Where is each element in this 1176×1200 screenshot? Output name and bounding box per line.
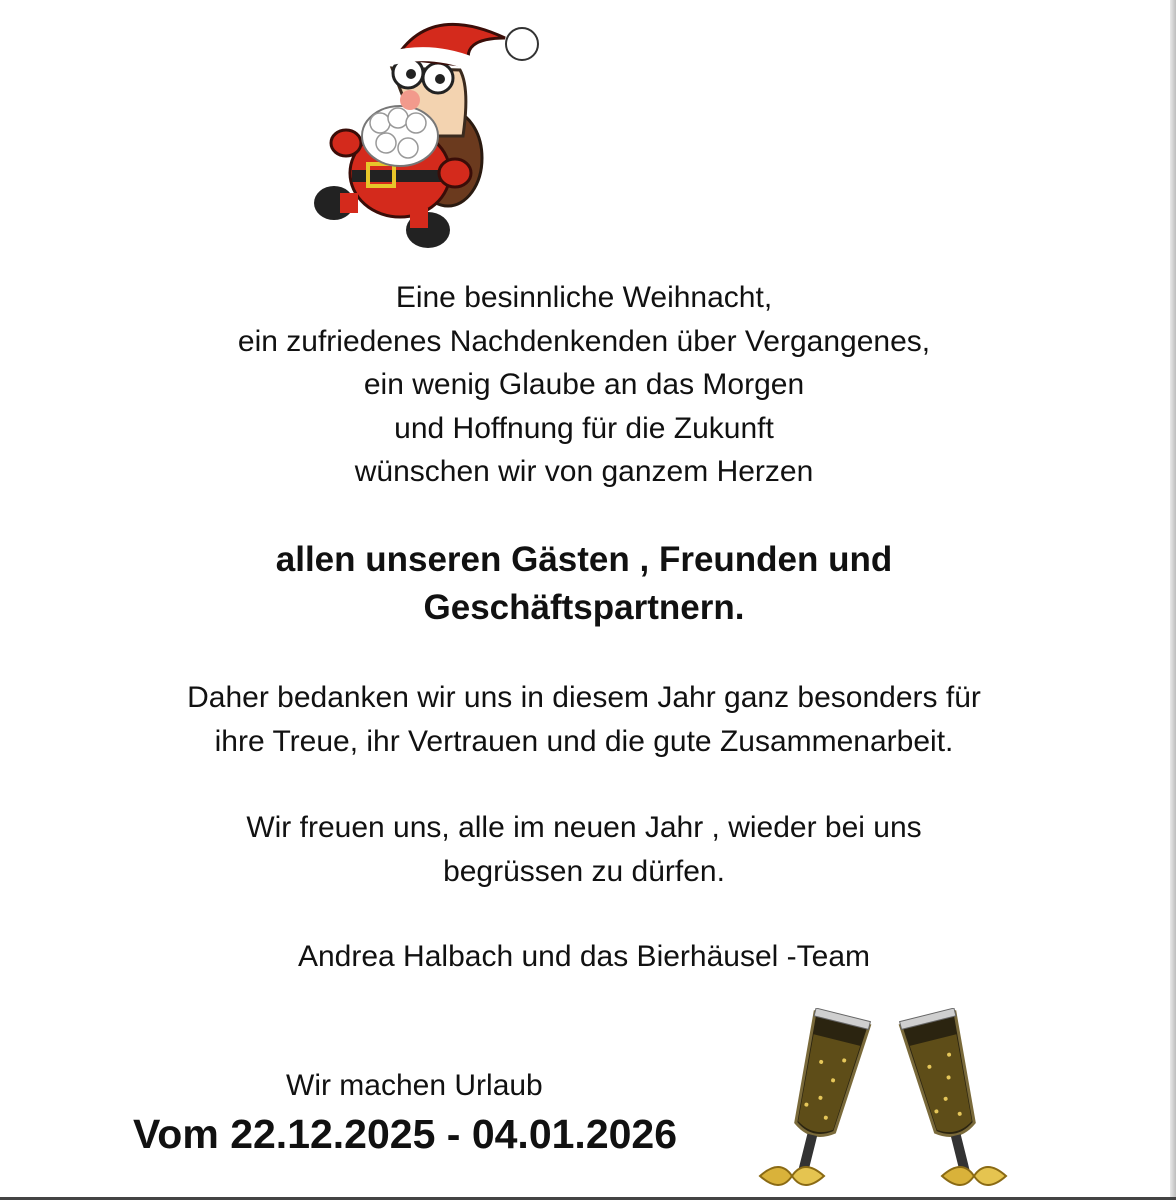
vacation-label: Wir machen Urlaub: [286, 1069, 543, 1102]
recipients-line: Geschäftspartnern.: [423, 588, 745, 627]
new-year-line: Wir freuen uns, alle im neuen Jahr , wieder bei uns: [246, 811, 922, 844]
thanks-paragraph: [0, 676, 1168, 764]
intro-paragraph: [0, 276, 1168, 494]
new-year-line: begrüssen zu dürfen.: [443, 855, 725, 888]
intro-line: Eine besinnliche Weihnacht,: [395, 281, 773, 314]
intro-line: ein zufriedenes Nachdenkenden über Vergangenes,: [237, 324, 931, 358]
recipients-heading: [0, 536, 1168, 632]
vacation-dates: Vom 22.12.2025 - 04.01.2026: [133, 1111, 678, 1157]
thanks-line: Daher bedanken wir uns in diesem Jahr ganz besonders für: [187, 681, 981, 714]
santa-claus-illustration: [300, 8, 550, 258]
intro-line: ein wenig Glaube an das Morgen: [363, 368, 805, 401]
new-year-paragraph: [0, 806, 1168, 894]
intro-line: und Hoffnung für die Zukunft: [394, 411, 774, 445]
intro-line: wünschen wir von ganzem Herzen: [354, 455, 814, 488]
signature: Andrea Halbach und das Bierhäusel -Team: [297, 940, 870, 973]
thanks-line: ihre Treue, ihr Vertrauen und die gute Zusammenarbeit.: [214, 725, 954, 758]
champagne-glasses-illustration: [740, 1008, 1030, 1198]
page-edge-right: [1170, 0, 1176, 1200]
recipients-line: allen unseren Gästen , Freunden und: [275, 540, 893, 579]
